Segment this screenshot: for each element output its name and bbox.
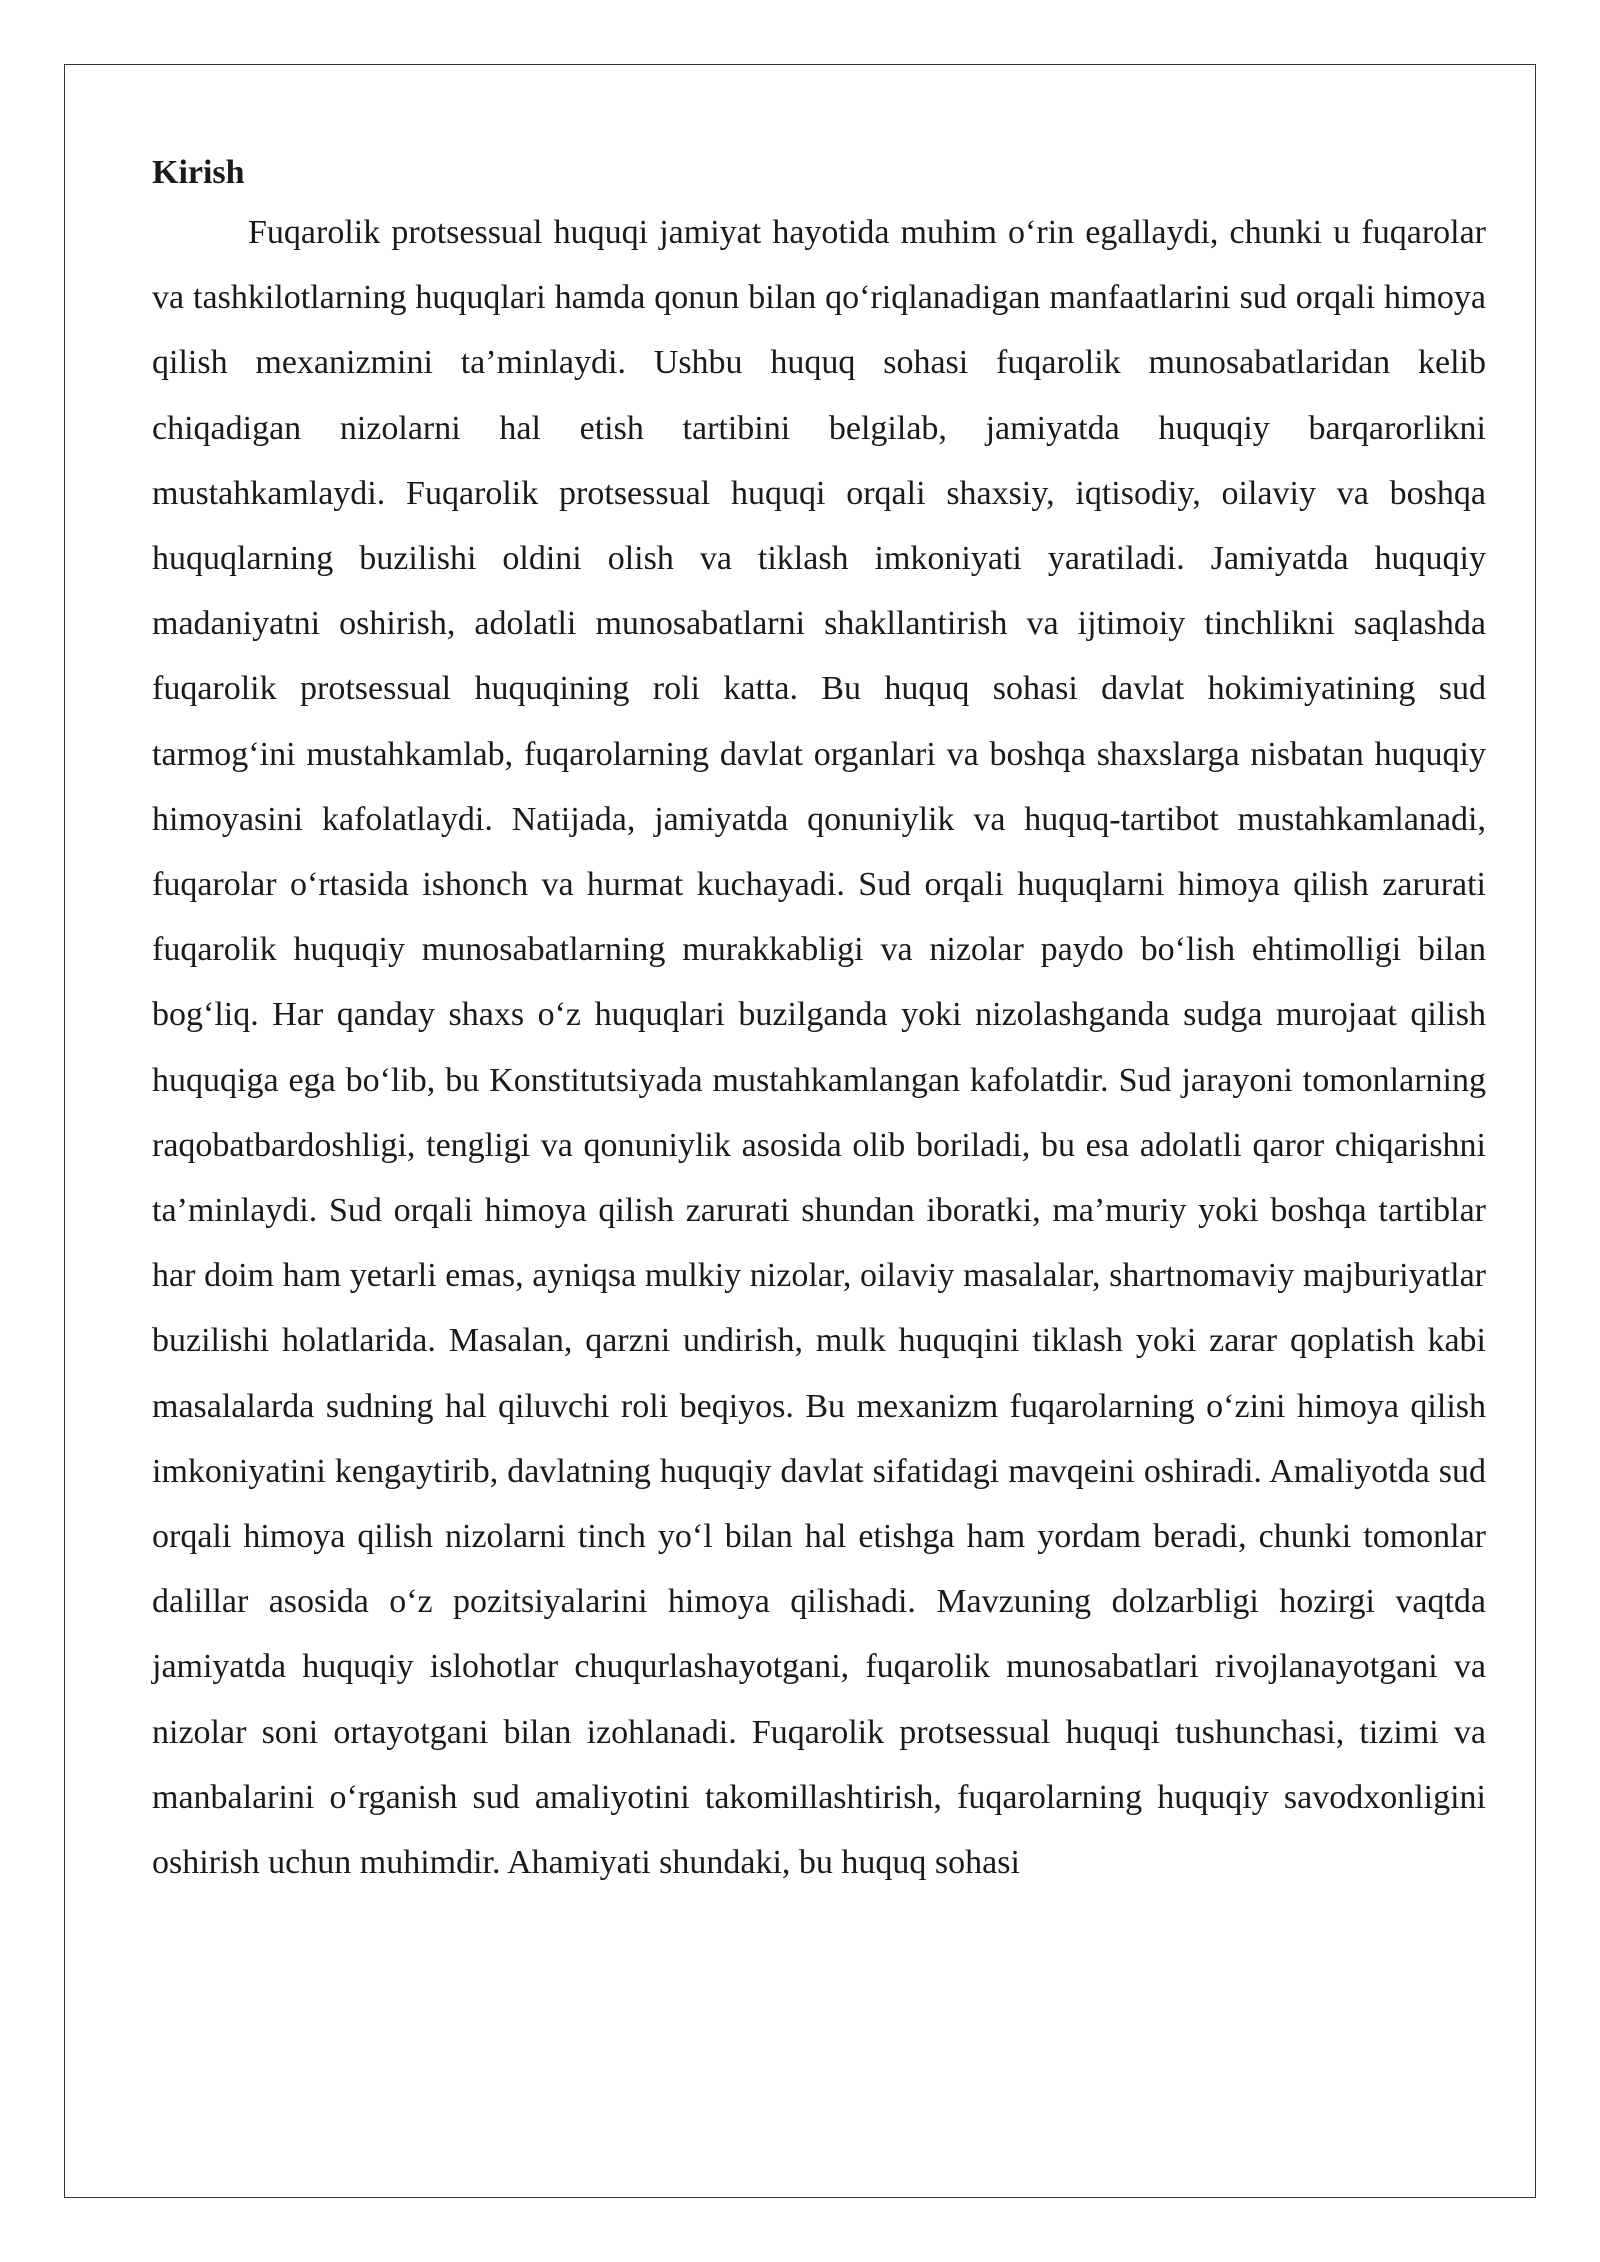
body-paragraph: Fuqarolik protsessual huquqi jamiyat hayotida muhim o‘rin egallaydi, chunki u fuqarolar va tashkilotlarning huquqlari hamda qonun bilan qo‘riqlanadigan manfaatlarini sud orqali himoya qilish mexanizmini ta’minlaydi. Ushbu huquq sohasi fuqarolik munosabatlaridan kelib chiqadigan nizolarni hal etish tartibini belgilab, jamiyatda huquqiy barqarorlikni mustahkamlaydi. Fuqarolik protsessual huquqi orqali shaxsiy, iqtisodiy, oilaviy va boshqa huquqlarning buzilishi oldini olish va tiklash imkoniyati yaratiladi. Jamiyatda huquqiy madaniyatni oshirish, adolatli munosabatlarni shakllantirish va ijtimoiy tinchlikni saqlashda fuqarolik protsessual huquqining roli katta. Bu huquq sohasi davlat hokimiyatining sud tarmog‘ini mustahkamlab, fuqarolarning davlat organlari va boshqa shaxslarga nisbatan huquqiy himoyasini kafolatlaydi. Natijada, jamiyatda qonuniylik va huquq-tartibot mustahkamlanadi, fuqarolar o‘rtasida ishonch va hurmat kuchayadi. Sud orqali huquqlarni himoya qilish zarurati fuqarolik huquqiy munosabatlarning murakkabligi va nizolar paydo bo‘lish ehtimolligi bilan bog‘liq. Har qanday shaxs o‘z huquqlari buzilganda yoki nizolashganda sudga murojaat qilish huquqiga ega bo‘lib, bu Konstitutsiyada mustahkamlangan kafolatdir. Sud jarayoni tomonlarning raqobatbardoshligi, tengligi va qonuniylik asosida olib boriladi, bu esa adolatli qaror chiqarishni ta’minlaydi. Sud orqali himoya qilish zarurati shundan iboratki, ma’muriy yoki boshqa tartiblar har doim ham yetarli emas, ayniqsa mulkiy nizolar, oilaviy masalalar, shartnomaviy majburiyatlar buzilishi holatlarida. Masalan, qarzni undirish, mulk huquqini tiklash yoki zarar qoplatish kabi masalalarda sudning hal qiluvchi roli beqiyos. Bu mexanizm fuqarolarning o‘zini himoya qilish imkoniyatini kengaytirib, davlatning huquqiy davlat sifatidagi mavqeini oshiradi. Amaliyotda sud orqali himoya qilish nizolarni tinch yo‘l bilan hal etishga ham yordam beradi, chunki tomonlar dalillar asosida o‘z pozitsiyalarini himoya qilishadi. Mavzuning dolzarbligi hozirgi vaqtda jamiyatda huquqiy islohotlar chuqurlashayotgani, fuqarolik munosabatlari rivojlanayotgani va nizolar soni ortayotgani bilan izohlanadi. Fuqarolik protsessual huquqi tushunchasi, tizimi va manbalarini o‘rganish sud amaliyotini takomillashtirish, fuqarolarning huquqiy savodxonligini oshirish uchun muhimdir. Ahamiyati shundaki, bu huquq sohasi <box>152 214 1486 1882</box>
document-body <box>152 146 1486 1895</box>
section-heading: Kirish <box>152 154 245 191</box>
